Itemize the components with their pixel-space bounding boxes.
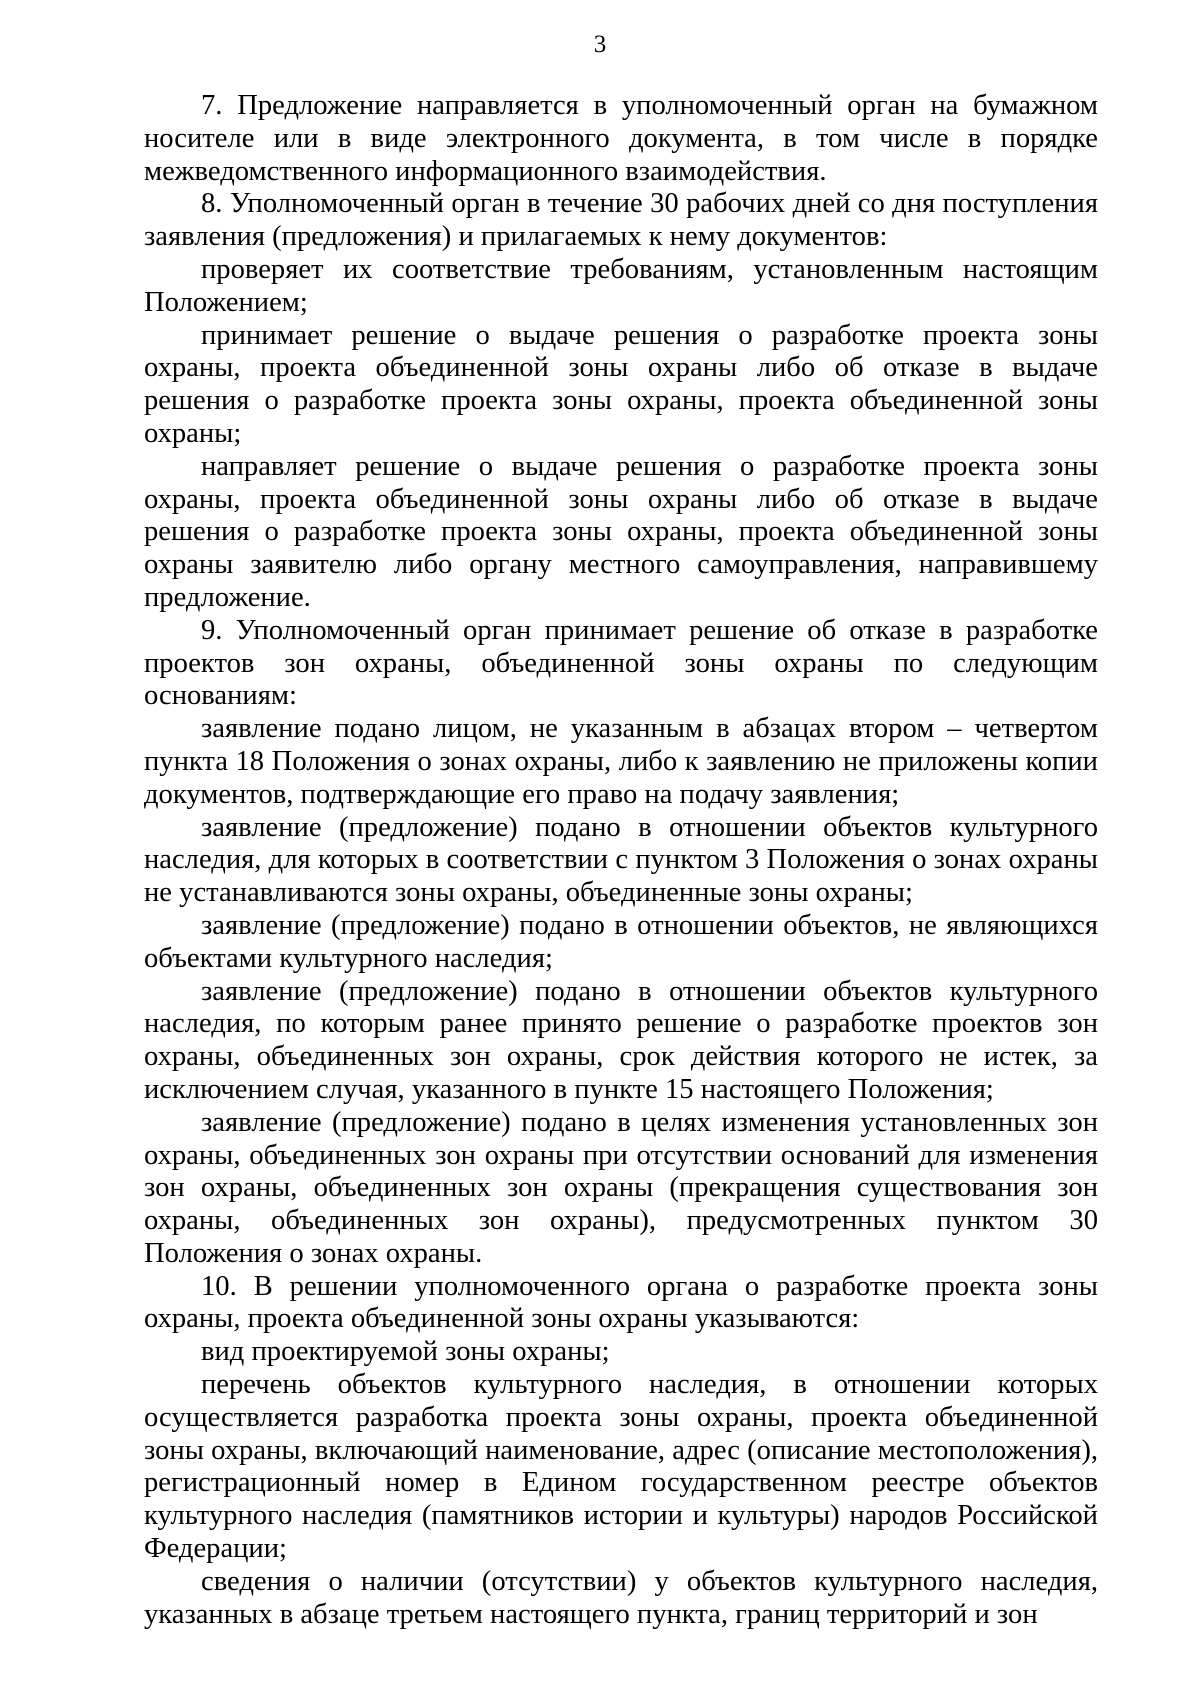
- paragraph-9-ground-no-basis: заявление (предложение) подано в целях изменения установленных зон охраны, объединенных зон охраны при отсутствии оснований для изменения зон охраны, объединенных зон охраны (прекращения существования зон охраны, объединенных зон охраны), предусмотренных пунктом 30 Положения о зонах охраны.: [144, 1106, 1098, 1269]
- paragraph-10-item-type: вид проектируемой зоны охраны;: [201, 1336, 610, 1368]
- paragraph-9-ground-prior-decision: заявление (предложение) подано в отношении объектов культурного наследия, по которым ранее принято решение о разработке проектов зон охраны, объединенных зон охраны, срок действия которого не истек, за исключением случая, указанного в пункте 15 настоящего Положения;: [144, 975, 1098, 1105]
- paragraph-10-item-list: перечень объектов культурного наследия, в отношении которых осуществляется разработка проекта зоны охраны, проекта объединенной зоны охраны, включающий наименование, адрес (описание местоположения), регистрационный номер в Едином государственном реестре объектов культурного наследия (памятников истории и культуры) народов Российской Федерации;: [144, 1369, 1098, 1565]
- paragraph-8-item-send: направляет решение о выдаче решения о разработке проекта зоны охраны, проекта объединенной зоны охраны либо об отказе в выдаче решения о разработке проекта зоны охраны, проекта объединенной зоны охраны заявителю либо органу местного самоуправления, направившему предложение.: [144, 450, 1098, 613]
- paragraph-10: 10. В решении уполномоченного органа о разработке проекта зоны охраны, проекта объединенной зоны охраны указываются:: [144, 1270, 1098, 1335]
- paragraph-9-ground-not-heritage: заявление (предложение) подано в отношении объектов, не являющихся объектами культурного наследия;: [144, 909, 1098, 974]
- document-body: [144, 90, 1098, 1631]
- paragraph-8-item-decide: принимает решение о выдаче решения о разработке проекта зоны охраны, проекта объединенной зоны охраны либо об отказе в выдаче решения о разработке проекта зоны охраны, проекта объединенной зоны охраны;: [144, 319, 1098, 449]
- paragraph-9-ground-applicant: заявление подано лицом, не указанным в абзацах втором – четвертом пункта 18 Положения о зонах охраны, либо к заявлению не приложены копии документов, подтверждающие его право на подачу заявления;: [144, 713, 1098, 810]
- paragraph-8-item-check: проверяет их соответствие требованиям, установленным настоящим Положением;: [144, 253, 1098, 318]
- paragraph-7: 7. Предложение направляется в уполномоченный орган на бумажном носителе или в виде электронного документа, в том числе в порядке межведомственного информационного взаимодействия.: [144, 90, 1098, 187]
- paragraph-9: 9. Уполномоченный орган принимает решение об отказе в разработке проектов зон охраны, объединенной зоны охраны по следующим основаниям:: [144, 614, 1098, 712]
- paragraph-8: 8. Уполномоченный орган в течение 30 рабочих дней со дня поступления заявления (предложения) и прилагаемых к нему документов:: [144, 188, 1098, 253]
- page-number: 3: [593, 31, 607, 58]
- paragraph-10-item-info: сведения о наличии (отсутствии) у объектов культурного наследия, указанных в абзаце третьем настоящего пункта, границ территорий и зон: [144, 1565, 1098, 1630]
- paragraph-9-ground-no-zones: заявление (предложение) подано в отношении объектов культурного наследия, для которых в соответствии с пунктом 3 Положения о зонах охраны не устанавливаются зоны охраны, объединенные зоны охраны;: [144, 811, 1098, 909]
